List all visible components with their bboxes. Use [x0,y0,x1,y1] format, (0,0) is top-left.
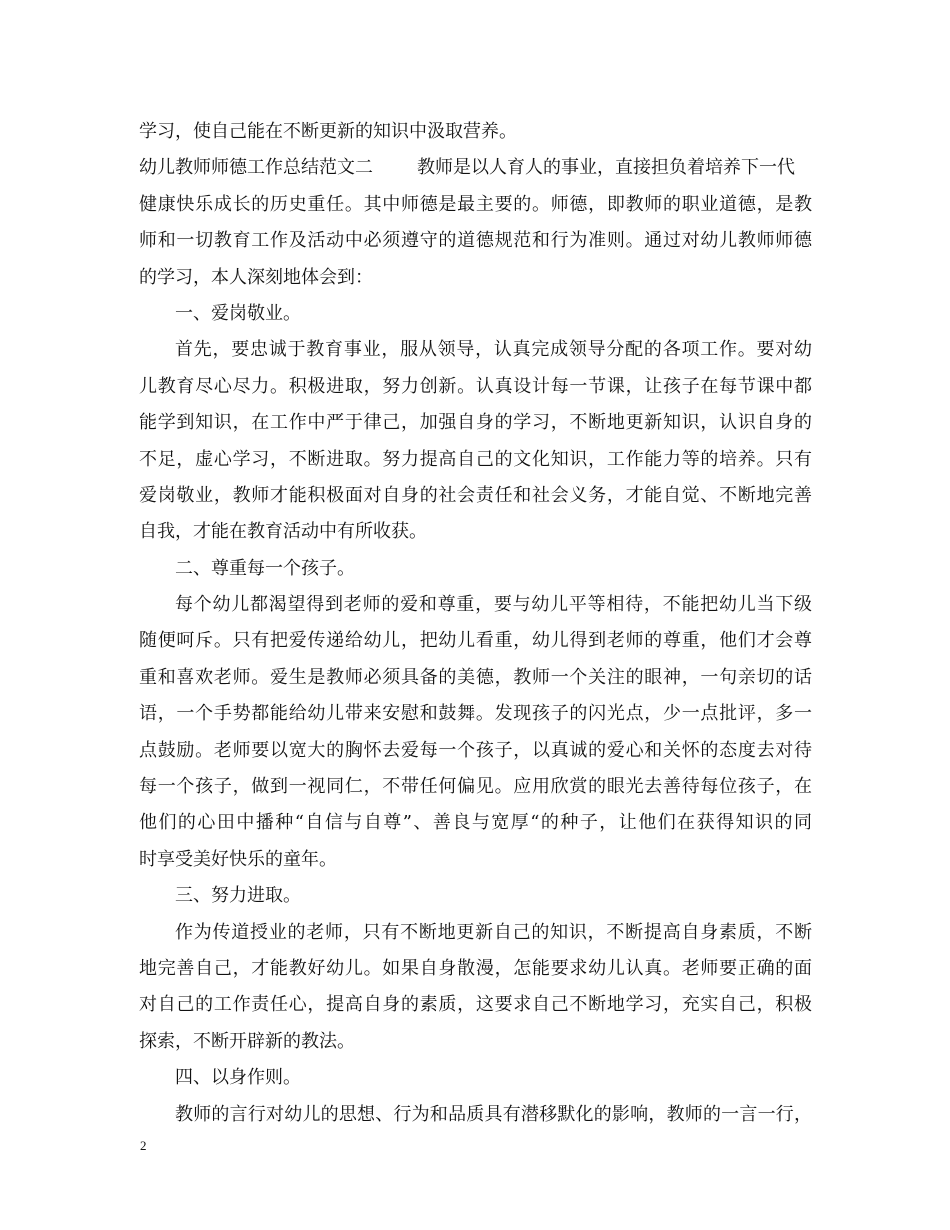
text-line: 探索，不断开辟新的教法。 [139,1030,355,1052]
text-line: 教师的言行对幼儿的思想、行为和品质具有潜移默化的影响，教师的一言一行， [175,1103,812,1125]
text-line: 点鼓励。老师要以宽大的胸怀去爱每一个孩子，以真诚的爱心和关怀的态度去对待 [139,739,812,761]
text-line-continuation: 教师是以人育人的事业，直接担负着培养下一代 [417,157,795,179]
text-line: 他们的心田中播种“自信与自尊”、善良与宽厚“的种子，让他们在获得知识的同 [139,812,812,834]
text-line: 儿教育尽心尽力。积极进取，努力创新。认真设计每一节课，让孩子在每节课中都 [139,375,812,397]
section-title: 幼儿教师师德工作总结范文二 [139,157,373,179]
text-line: 学习，使自己能在不断更新的知识中汲取营养。 [139,121,517,142]
text-line: 语，一个手势都能给幼儿带来安慰和鼓舞。发现孩子的闪光点，少一点批评，多一 [139,703,812,725]
text-line: 爱岗敬业，教师才能积极面对自身的社会责任和社会义务，才能自觉、不断地完善 [139,484,812,506]
text-line-with-title [139,150,812,186]
text-line: 首先，要忠诚于教育事业，服从领导，认真完成领导分配的各项工作。要对幼 [175,339,812,361]
text-line: 自我，才能在教育活动中有所收获。 [139,521,427,543]
text-line: 作为传道授业的老师，只有不断地更新自己的知识，不断提高自身素质，不断 [175,921,812,943]
section-heading: 三、努力进取。 [175,885,301,907]
text-line: 对自己的工作责任心，提高自身的素质，这要求自己不断地学习，充实自己，积极 [139,994,812,1016]
section-heading: 二、尊重每一个孩子。 [175,557,355,579]
text-line: 每个幼儿都渴望得到老师的爱和尊重，要与幼儿平等相待，不能把幼儿当下级 [175,594,812,616]
text-line: 每一个孩子，做到一视同仁，不带任何偏见。应用欣赏的眼光去善待每位孩子，在 [139,776,812,798]
text-line: 的学习，本人深刻地体会到： [139,266,373,288]
text-line: 不足，虚心学习，不断进取。努力提高自己的文化知识，工作能力等的培养。只有 [139,448,812,470]
section-heading: 四、以身作则。 [175,1067,301,1089]
body-text [139,114,812,1133]
section-heading: 一、爱岗敬业。 [175,302,301,324]
text-line: 能学到知识，在工作中严于律己，加强自身的学习，不断地更新知识，认识自身的 [139,412,812,434]
text-line: 重和喜欢老师。爱生是教师必须具备的美德，教师一个关注的眼神，一句亲切的话 [139,666,812,688]
text-line: 健康快乐成长的历史重任。其中师德是最主要的。师德，即教师的职业道德，是教 [139,193,812,215]
text-line: 师和一切教育工作及活动中必须遵守的道德规范和行为准则。通过对幼儿教师师德 [139,230,812,252]
text-line: 随便呵斥。只有把爱传递给幼儿，把幼儿看重，幼儿得到老师的尊重，他们才会尊 [139,630,812,652]
text-line: 地完善自己，才能教好幼儿。如果自身散漫，怎能要求幼儿认真。老师要正确的面 [139,957,812,979]
page-number: 2 [140,1138,147,1153]
text-line: 时享受美好快乐的童年。 [139,848,337,870]
